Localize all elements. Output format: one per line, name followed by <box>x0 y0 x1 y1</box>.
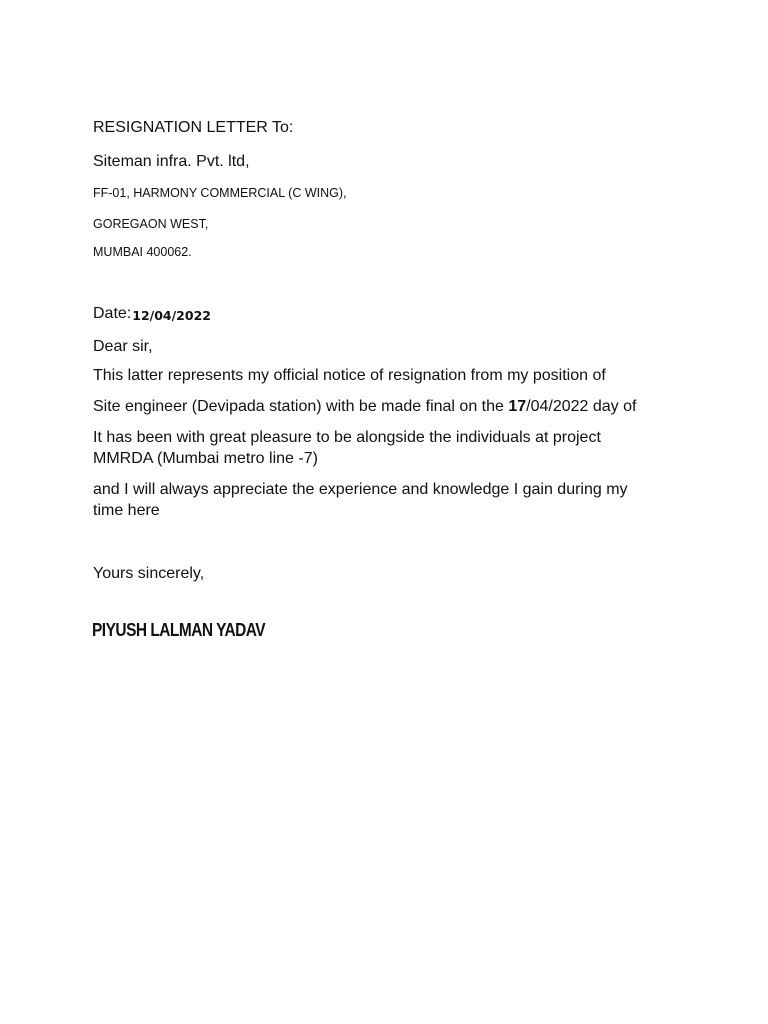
body-line-2-text: Site engineer (Devipada station) with be made final on the <box>93 398 509 415</box>
final-day: 17 <box>508 398 527 415</box>
recipient-company: Siteman infra. Pvt. ltd, <box>93 153 250 170</box>
body-line-3-cont: MMRDA (Mumbai metro line -7) <box>93 450 318 467</box>
date-line <box>93 306 211 322</box>
signature-name: PIYUSH LALMAN YADAV <box>92 620 266 640</box>
date-value: 12/04/2022 <box>132 308 211 323</box>
recipient-address-line-1: FF-01, HARMONY COMMERCIAL (C WING), <box>93 186 347 200</box>
body-line-2-tail: /04/2022 day of <box>526 398 637 415</box>
recipient-address-line-3: MUMBAI 400062. <box>93 245 192 259</box>
recipient-address-line-2: GOREGAON WEST, <box>93 217 209 231</box>
body-line-1: This latter represents my official notice of resignation from my position of <box>93 367 606 384</box>
body-line-2 <box>93 399 636 415</box>
date-label: Date: <box>93 305 132 322</box>
salutation: Dear sir, <box>93 338 153 355</box>
body-line-4-cont: time here <box>93 502 160 519</box>
body-line-4: and I will always appreciate the experience and knowledge I gain during my <box>93 481 628 498</box>
body-line-3: It has been with great pleasure to be alongside the individuals at project <box>93 429 601 446</box>
letter-heading: RESIGNATION LETTER To: <box>93 119 294 136</box>
closing: Yours sincerely, <box>93 565 205 582</box>
